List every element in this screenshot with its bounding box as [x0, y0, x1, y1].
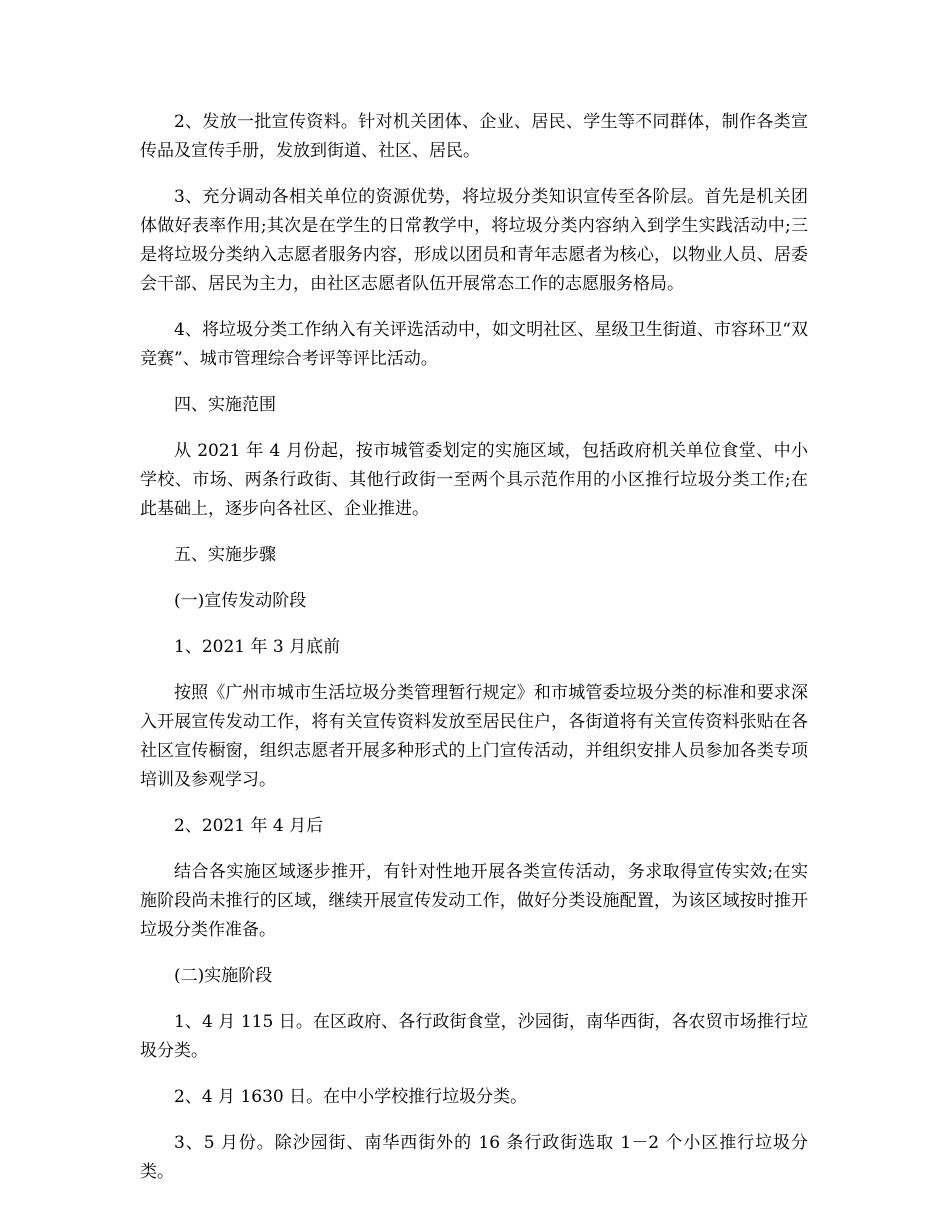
item-april-16-30: 2、4 月 1630 日。在中小学校推行垃圾分类。	[174, 1087, 528, 1107]
item-april-1-15: 1、4 月 115 日。在区政府、各行政街食堂，沙园街，南华西街，各农贸市场推行垃圾分类。	[140, 1012, 808, 1061]
paragraph-targeted-publicity: 结合各实施区域逐步推开，有针对性地开展各类宣传活动，务求取得宣传实效;在实施阶段尚未推行的区域，继续开展宣传发动工作，做好分类设施配置，为该区域按时推开垃圾分类作准备。	[140, 862, 808, 940]
paragraph-evaluation-activities: 4、将垃圾分类工作纳入有关评选活动中，如文明社区、星级卫生街道、市容环卫“双竞赛”、城市管理综合考评等评比活动。	[140, 320, 808, 369]
paragraph-publicity-materials: 2、发放一批宣传资料。针对机关团体、企业、居民、学生等不同群体，制作各类宣传品及宣传手册，发放到街道、社区、居民。	[140, 112, 808, 161]
paragraph-unit-resources: 3、充分调动各相关单位的资源优势，将垃圾分类知识宣传至各阶层。首先是机关团体做好表率作用;其次是在学生的日常教学中，将垃圾分类内容纳入到学生实践活动中;三是将垃圾分类纳入志愿者服务内容，形成以团员和青年志愿者为核心，以物业人员、居委会干部、居民为主力，由社区志愿者队伍开展常态工作的志愿服务格局。	[140, 187, 808, 294]
item-after-april: 2、2021 年 4 月后	[174, 816, 324, 836]
paragraph-publicity-work: 按照《广州市城市生活垃圾分类管理暂行规定》和市城管委垃圾分类的标准和要求深入开展宣传发动工作，将有关宣传资料发放至居民住户，各街道将有关宣传资料张贴在各社区宣传橱窗，组织志愿者开展多种形式的上门宣传活动，并组织安排人员参加各类专项培训及参观学习。	[140, 683, 808, 790]
subheading-publicity-stage: (一)宣传发动阶段	[174, 591, 307, 611]
section-heading-scope: 四、实施范围	[174, 395, 276, 415]
section-heading-steps: 五、实施步骤	[174, 545, 276, 565]
document-body	[140, 108, 808, 1204]
subheading-implementation-stage: (二)实施阶段	[174, 966, 273, 986]
item-before-march: 1、2021 年 3 月底前	[174, 637, 341, 657]
paragraph-scope: 从 2021 年 4 月份起，按市城管委划定的实施区域，包括政府机关单位食堂、中小学校、市场、两条行政街、其他行政街一至两个具示范作用的小区推行垃圾分类工作;在此基础上，逐步向各社区、企业推进。	[140, 441, 808, 519]
item-may: 3、5 月份。除沙园街、南华西街外的 16 条行政街选取 1－2 个小区推行垃圾分类。	[140, 1133, 808, 1182]
